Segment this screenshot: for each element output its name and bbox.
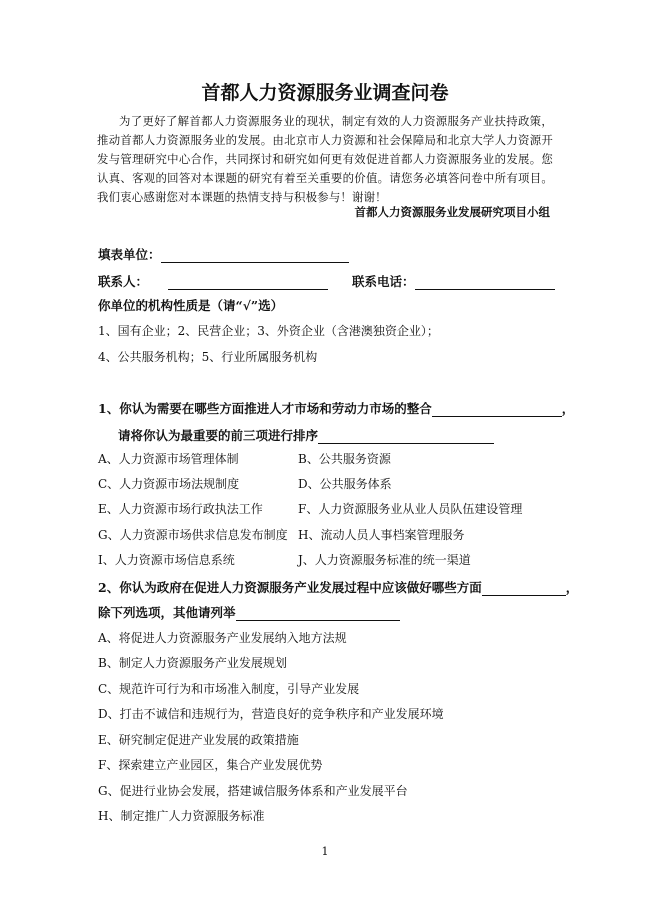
q1-answer-line[interactable] xyxy=(432,401,562,417)
q2-option[interactable]: H、制定推广人力资源服务标准 xyxy=(98,809,265,823)
q1-option[interactable]: A、人力资源市场管理体制 xyxy=(98,452,239,466)
unit-input-line[interactable] xyxy=(161,247,349,263)
org-type-line1: 1、国有企业；2、民营企业；3、外资企业（含港澳独资企业）； xyxy=(98,324,439,338)
unit-label: 填表单位： xyxy=(98,247,161,262)
q1-option[interactable]: E、人力资源市场行政执法工作 xyxy=(98,502,263,516)
q1-comma: ， xyxy=(561,401,575,416)
q1-rank-line[interactable] xyxy=(318,428,494,444)
q2-comma: ， xyxy=(565,580,579,595)
q2-sub xyxy=(98,602,400,621)
q1-option[interactable]: B、公共服务资源 xyxy=(298,452,391,466)
contact-label: 联系人： xyxy=(98,274,149,289)
q1-option[interactable]: I、人力资源市场信息系统 xyxy=(98,553,235,567)
q1-option[interactable]: D、公共服务体系 xyxy=(298,477,392,491)
q1-title xyxy=(98,398,574,417)
contact-input-line[interactable] xyxy=(168,274,328,290)
q1-option[interactable]: G、人力资源市场供求信息发布制度 xyxy=(98,528,288,542)
q2-text: 2、你认为政府在促进人力资源服务产业发展过程中应该做好哪些方面 xyxy=(98,580,482,595)
q2-sub-text: 除下列选项，其他请列举 xyxy=(98,605,236,620)
q2-option[interactable]: C、规范许可行为和市场准入制度，引导产业发展 xyxy=(98,682,360,696)
q2-option[interactable]: B、制定人力资源服务产业发展规划 xyxy=(98,656,287,670)
signature: 首都人力资源服务业发展研究项目小组 xyxy=(354,205,550,219)
unit-field xyxy=(98,244,349,263)
contact-field xyxy=(98,271,328,290)
document-title: 首都人力资源服务业调查问卷 xyxy=(201,82,449,104)
q1-option[interactable]: J、人力资源服务标准的统一渠道 xyxy=(298,553,471,567)
phone-field xyxy=(352,271,555,290)
q1-text: 1、你认为需要在哪些方面推进人才市场和劳动力市场的整合 xyxy=(98,401,432,416)
intro-paragraph xyxy=(97,112,553,207)
q1-option[interactable]: C、人力资源市场法规制度 xyxy=(98,477,240,491)
q1-option[interactable]: H、流动人员人事档案管理服务 xyxy=(298,528,465,542)
q1-option[interactable]: F、人力资源服务业从业人员队伍建设管理 xyxy=(298,502,523,516)
q1-sub xyxy=(118,425,494,444)
q2-option[interactable]: D、打击不诚信和违规行为，营造良好的竞争秩序和产业发展环境 xyxy=(98,707,444,721)
org-type-line2: 4、公共服务机构；5、行业所属服务机构 xyxy=(98,350,318,364)
intro-text: 为了更好了解首都人力资源服务业的现状，制定有效的人力资源服务产业扶持政策，推动首都人力资源服务业的发展。由北京市人力资源和社会保障局和北京大学人力资源开发与管理研究中心合作，共同探讨和研究如何更有效促进首都人力资源服务业的发展。您认真、客观的回答对本课题的研究有着至关重要的价值。请您务必填答问卷中所有项目。我们衷心感谢您对本课题的热情支持与积极参与！谢谢！ xyxy=(97,114,553,204)
phone-input-line[interactable] xyxy=(415,274,555,290)
q2-option[interactable]: F、探索建立产业园区，集合产业发展优势 xyxy=(98,758,323,772)
q2-answer-line[interactable] xyxy=(482,580,566,596)
page-number: 1 xyxy=(321,845,329,858)
q2-option[interactable]: A、将促进人力资源服务产业发展纳入地方法规 xyxy=(98,631,347,645)
phone-label: 联系电话： xyxy=(352,274,415,289)
q2-option[interactable]: G、促进行业协会发展，搭建诚信服务体系和产业发展平台 xyxy=(98,784,408,798)
q2-other-line[interactable] xyxy=(236,605,400,621)
q2-option[interactable]: E、研究制定促进产业发展的政策措施 xyxy=(98,733,299,747)
q1-sub-text: 请将你认为最重要的前三项进行排序 xyxy=(118,428,319,443)
q2-title xyxy=(98,577,578,596)
org-type-label: 你单位的机构性质是（请“√”选） xyxy=(98,298,284,313)
